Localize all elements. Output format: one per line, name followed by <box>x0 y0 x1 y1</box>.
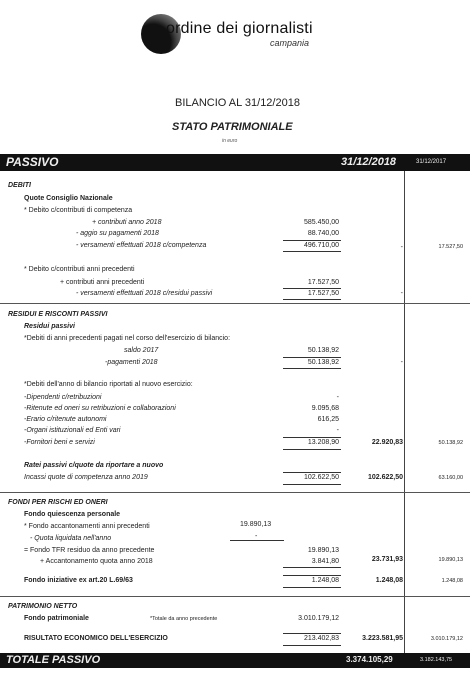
debiti-title: DEBITI <box>8 182 31 189</box>
divider <box>0 596 470 597</box>
column-divider <box>404 171 405 653</box>
value-total: 1.248,08 <box>375 577 403 584</box>
divider <box>0 303 470 304</box>
value-total: 102.622,50 <box>367 474 403 481</box>
value: 88.740,00 <box>307 230 339 237</box>
residui-sub: Residui passivi <box>24 323 75 330</box>
debiti-row: + contributi anni precedenti <box>60 279 145 286</box>
ratei-row: Incassi quote di competenza anno 2019 <box>24 474 148 481</box>
underline <box>283 240 341 241</box>
value: 213.402,83 <box>303 635 339 642</box>
fondi-row: * Fondo accantonamenti anni precedenti <box>24 523 150 530</box>
fondi-title: FONDI PER RISCHI ED ONERI <box>8 499 108 506</box>
value-total: 3.223.581,95 <box>362 635 403 642</box>
value: - <box>336 427 339 434</box>
underline <box>230 540 284 541</box>
underline <box>283 575 341 576</box>
value: 3.841,80 <box>311 558 339 565</box>
totale-passivo-label: TOTALE PASSIVO <box>6 654 101 666</box>
previous-year-header: 31/12/2017 <box>416 159 447 165</box>
value: 19.890,13 <box>307 547 339 554</box>
value: 50.138,92 <box>307 347 339 354</box>
currency-note: in euro <box>222 138 238 144</box>
debiti-sub: Quote Consiglio Nazionale <box>24 195 113 202</box>
value-prev: 50.138,92 <box>438 440 463 446</box>
underline <box>283 449 341 450</box>
value: 17.527,50 <box>307 290 339 297</box>
value-prev: 3.010.179,12 <box>430 636 463 642</box>
value-prev: 19.890,13 <box>438 557 463 563</box>
underline <box>283 251 341 252</box>
value: 102.622,50 <box>303 474 339 481</box>
value-total: 22.920,83 <box>371 439 403 446</box>
residui-row: -Dipendenti c/retribuzioni <box>24 394 102 401</box>
residui-title: RESIDUI E RISCONTI PASSIVI <box>8 311 108 318</box>
underline <box>283 587 341 588</box>
org-name: ordine dei giornalisti <box>166 20 313 37</box>
passivo-header-bar <box>0 154 470 171</box>
residui-row: *Debiti dell'anno di bilancio riportati al nuovo esercizio: <box>24 381 193 388</box>
value-dash: - <box>400 244 403 251</box>
underline <box>283 633 341 634</box>
value: 13.208,90 <box>307 439 339 446</box>
patrimonio-row: Fondo patrimoniale <box>24 615 89 622</box>
debiti-row: + contributi anno 2018 <box>92 219 162 226</box>
debiti-row: * Debito c/contributi anni precedenti <box>24 266 135 273</box>
underline <box>283 357 341 358</box>
value: 496.710,00 <box>303 242 339 249</box>
value-dash: - <box>400 290 403 297</box>
debiti-row: * Debito c/contributi di competenza <box>24 207 133 214</box>
fondi-row: + Accantonamento quota anno 2018 <box>40 558 153 565</box>
value: 17.527,50 <box>307 279 339 286</box>
debiti-row: - versamenti effettuati 2018 c/competenza <box>76 242 207 249</box>
value: 1.248,08 <box>311 577 339 584</box>
value-prev: 1.248,08 <box>441 578 463 584</box>
debiti-row: - aggio su pagamenti 2018 <box>76 230 159 237</box>
value: 616,25 <box>317 416 339 423</box>
residui-row: *Debiti di anni precedenti pagati nel corso dell'esercizio di bilancio: <box>24 335 231 342</box>
fondi-sub: Fondo quiescenza personale <box>24 511 121 518</box>
residui-row: -Ritenute ed oneri su retribuzioni e collaborazioni <box>24 405 176 412</box>
value: 50.138,92 <box>307 359 339 366</box>
totale-previous: 3.182.143,75 <box>420 657 453 663</box>
value-dash: - <box>400 359 403 366</box>
fondi-row: = Fondo TFR residuo da anno precedente <box>24 547 155 554</box>
debiti-row: - versamenti effettuati 2018 c/residui passivi <box>76 290 213 297</box>
value-total: 23.731,93 <box>371 556 403 563</box>
totale-passivo-bar <box>0 653 470 668</box>
underline <box>283 472 341 473</box>
value: 19.890,13 <box>240 521 272 528</box>
page-title: BILANCIO AL 31/12/2018 <box>175 97 300 109</box>
underline <box>283 437 341 438</box>
patrimonio-note: *Totale da anno precedente <box>150 616 218 622</box>
value: 3.010.179,12 <box>298 615 339 622</box>
ratei-title: Ratei passivi c/quote da riportare a nuovo <box>24 462 164 469</box>
value-prev: 17.527,50 <box>438 244 463 250</box>
fondi-iniziative: Fondo iniziative ex art.20 L.69/63 <box>24 577 133 584</box>
divider <box>0 492 470 493</box>
residui-row: -pagamenti 2018 <box>105 359 158 366</box>
underline <box>283 299 341 300</box>
value: 9.095,68 <box>311 405 339 412</box>
totale-current: 3.374.105,29 <box>346 655 393 664</box>
underline <box>283 484 341 485</box>
value-prev: 63.160,00 <box>438 475 463 481</box>
residui-row: -Fornitori beni e servizi <box>24 439 95 446</box>
value-dash: - <box>255 533 258 540</box>
section-title: STATO PATRIMONIALE <box>172 121 293 133</box>
value: - <box>336 394 339 401</box>
residui-row: -Organi istituzionali ed Enti vari <box>24 427 121 434</box>
underline <box>283 288 341 289</box>
residui-row: saldo 2017 <box>124 347 159 354</box>
underline <box>283 567 341 568</box>
risultato-label: RISULTATO ECONOMICO DELL'ESERCIZIO <box>24 635 168 642</box>
underline <box>283 368 341 369</box>
value: 585.450,00 <box>303 219 339 226</box>
org-region: campania <box>270 38 310 48</box>
patrimonio-title: PATRIMONIO NETTO <box>8 603 78 610</box>
passivo-label: PASSIVO <box>6 155 59 169</box>
underline <box>283 645 341 646</box>
residui-row: -Erario c/ritenute autonomi <box>24 416 107 423</box>
current-year-header: 31/12/2018 <box>341 156 397 168</box>
fondi-row: - Quota liquidata nell'anno <box>30 535 112 542</box>
